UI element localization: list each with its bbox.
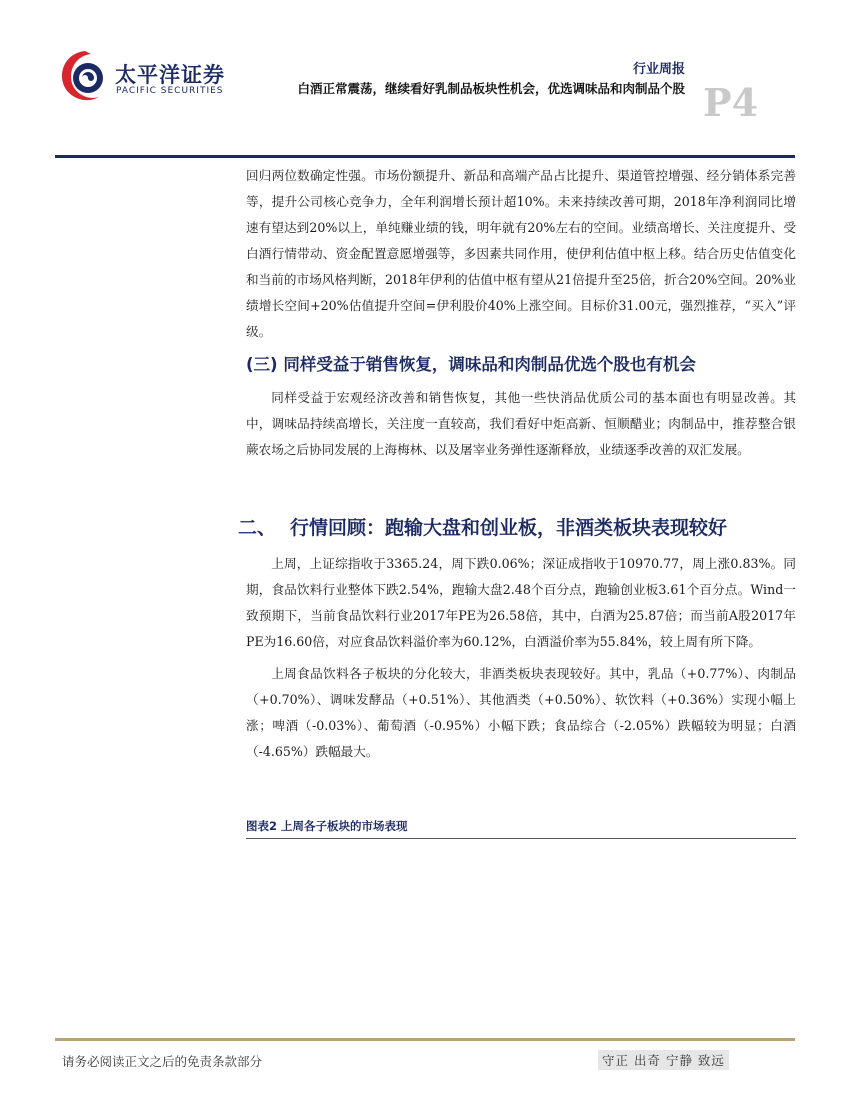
document-title: 白酒正常震荡，继续看好乳制品板块性机会，优选调味品和肉制品个股 (297, 81, 685, 96)
header-divider (55, 155, 795, 158)
company-logo (55, 45, 285, 115)
footer-disclaimer: 请务必阅读正文之后的免责条款部分 (62, 1054, 263, 1069)
document-type: 行业周报 (632, 62, 685, 77)
footer-motto: 守正 出奇 宁静 致远 (598, 1050, 729, 1070)
section-number: 二、 (238, 517, 277, 539)
logo-name-cn: 太平洋证券 (115, 63, 225, 87)
main-content (246, 163, 796, 463)
section-content (246, 551, 796, 765)
section-heading (238, 510, 727, 546)
subsection-heading: (三) 同样受益于销售恢复，调味品和肉制品优选个股也有机会 (246, 355, 696, 374)
footer-divider (55, 1038, 795, 1041)
figure-caption: 图表2 上周各子板块的市场表现 (246, 819, 408, 833)
body-paragraph: 上周，上证综指收于3365.24，周下跌0.06%；深证成指收于10970.77，周上涨0.83%。同期，食品饮料行业整体下跌2.54%，跑输大盘2.48个百分点，跑输创业板3.61个百分点。Wind一致预期下，当前食品饮料行业2017年PE为26.58倍，其中，白酒为25.87倍；而当前A股2017年PE为16.60倍，对应食品饮料溢价率为60.12%，白酒溢价率为55.84%，较上周有所下降。 (246, 556, 796, 649)
body-paragraph: 上周食品饮料各子板块的分化较大，非酒类板块表现较好。其中，乳品（+0.77%）、肉制品（+0.70%）、调味发酵品（+0.51%）、其他酒类（+0.50%）、软饮料（+0.36%）实现小幅上涨；啤酒（-0.03%）、葡萄酒（-0.95%）小幅下跌；食品综合（-2.05%）跌幅较为明显；白酒（-4.65%）跌幅最大。 (246, 666, 796, 759)
body-paragraph: 同样受益于宏观经济改善和销售恢复，其他一些快消品优质公司的基本面也有明显改善。其中，调味品持续高增长，关注度一直较高，我们看好中炬高新、恒顺醋业；肉制品中，推荐整合银蕨农场之后协同发展的上海梅林、以及屠宰业务弹性逐渐释放，业绩逐季改善的双汇发展。 (246, 390, 796, 457)
logo-name-en: PACIFIC SECURITIES (116, 86, 224, 96)
figure-divider (246, 838, 796, 839)
logo-emblem-icon (55, 45, 113, 107)
page-number: P4 (703, 80, 759, 125)
body-paragraph: 回归两位数确定性强。市场份额提升、新品和高端产品占比提升、渠道管控增强、经分销体系完善等，提升公司核心竞争力，全年利润增长预计超10%。未来持续改善可期，2018年净利润同比增速有望达到20%以上，单纯赚业绩的钱，明年就有20%左右的空间。业绩高增长、关注度提升、受白酒行情带动、资金配置意愿增强等，多因素共同作用，使伊利估值中枢上移。结合历史估值变化和当前的市场风格判断，2018年伊利的估值中枢有望从21倍提升至25倍，折合20%空间。20%业绩增长空间+20%估值提升空间=伊利股价40%上涨空间。目标价31.00元，强烈推荐，“买入”评级。 (246, 168, 796, 339)
section-title: 行情回顾：跑输大盘和创业板，非酒类板块表现较好 (290, 517, 728, 539)
